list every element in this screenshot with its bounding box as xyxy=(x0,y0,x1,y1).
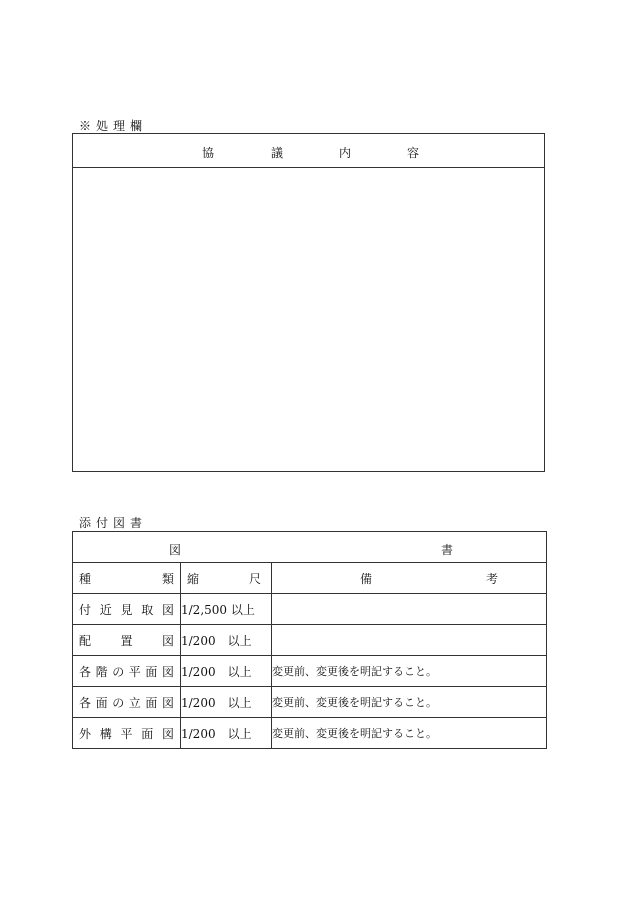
processing-box xyxy=(72,133,545,472)
processing-section-title: ※処理欄 xyxy=(79,119,148,133)
top-header-row xyxy=(73,532,547,563)
header-char-3: 内 xyxy=(339,146,352,160)
top-header-sho: 書 xyxy=(441,543,454,557)
table-row xyxy=(73,687,547,718)
row-name: 各 面 の 立 面 図 xyxy=(73,687,181,718)
top-header-zu: 図 xyxy=(169,543,182,557)
row-note xyxy=(272,625,547,656)
attachments-table xyxy=(72,531,547,749)
top-header-cell xyxy=(73,532,547,563)
header-char-1: 協 xyxy=(202,146,215,160)
row-scale: 1/200 以上 xyxy=(181,656,272,687)
row-note: 変更前、変更後を明記すること。 xyxy=(272,656,547,687)
note-header: 備 考 xyxy=(272,563,547,594)
header-char-4: 容 xyxy=(407,146,420,160)
row-scale: 1/2,500 以上 xyxy=(181,594,272,625)
row-note: 変更前、変更後を明記すること。 xyxy=(272,718,547,749)
row-name: 配 置 図 xyxy=(73,625,181,656)
row-name: 付 近 見 取 図 xyxy=(73,594,181,625)
row-scale: 1/200 以上 xyxy=(181,625,272,656)
table-row xyxy=(73,656,547,687)
row-scale: 1/200 以上 xyxy=(181,687,272,718)
table-row xyxy=(73,625,547,656)
table-row xyxy=(73,718,547,749)
header-char-2: 議 xyxy=(271,146,284,160)
attachments-section-title: 添付図書 xyxy=(79,516,148,530)
row-note xyxy=(272,594,547,625)
processing-header xyxy=(73,134,544,168)
row-note: 変更前、変更後を明記すること。 xyxy=(272,687,547,718)
table-row xyxy=(73,594,547,625)
row-name: 外 構 平 面 図 xyxy=(73,718,181,749)
scale-header: 縮 尺 xyxy=(181,563,272,594)
row-name: 各 階 の 平 面 図 xyxy=(73,656,181,687)
type-header: 種 類 xyxy=(73,563,181,594)
row-scale: 1/200 以上 xyxy=(181,718,272,749)
column-header-row xyxy=(73,563,547,594)
processing-content-area[interactable] xyxy=(73,168,544,472)
